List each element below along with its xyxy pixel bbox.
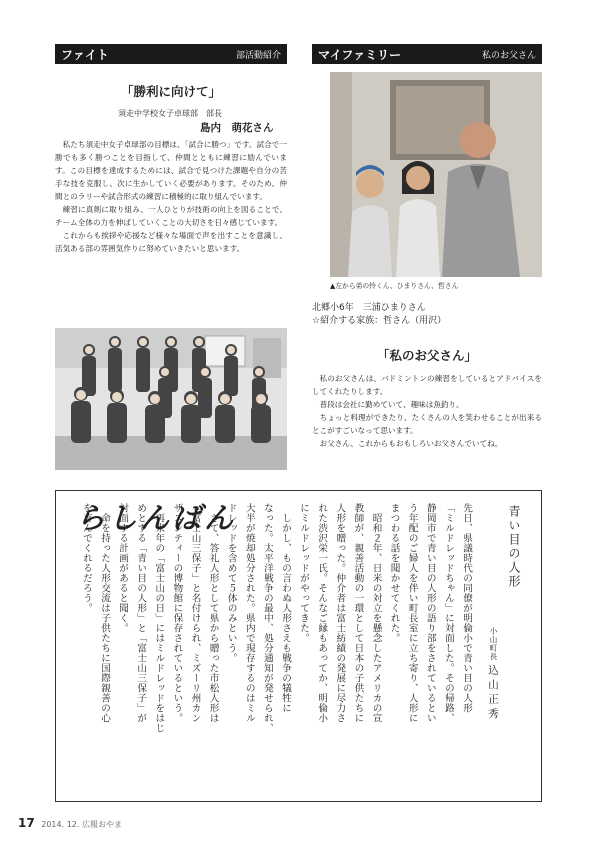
column-line: 教師が、親善活動の一環として日本の子供たちに — [352, 503, 364, 723]
right-section-header — [312, 44, 542, 64]
right-paragraph: 普段は会社に勤めていて、趣味は魚釣り。 — [319, 400, 464, 409]
family-photo — [330, 72, 542, 277]
left-section-subtitle: 部活動紹介 — [235, 50, 281, 61]
column-line: さて、答礼人形として県から贈った市松人形は — [207, 503, 219, 723]
column-author — [486, 627, 501, 722]
team-photo-image — [55, 328, 287, 470]
column-author-role: 小山町長 — [489, 627, 498, 661]
family-photo-image — [330, 72, 542, 277]
column-line: 命を持った人形交流は子供たちに国際親善の心 — [99, 503, 110, 723]
column-line: 再来年の「富士山の日」にはミルドレッドをはじ — [153, 503, 165, 733]
rashinban-logo: らしんばん — [76, 501, 237, 535]
right-paragraph: ちょっと料理ができたり、たくさんの人を笑わせることが出来るとこがすごいなって思います。 — [312, 413, 542, 435]
right-section-title: マイファミリー — [318, 47, 402, 62]
left-section-title: ファイト — [61, 47, 109, 62]
column-line: めとする「青い目の人形」と「富士山三保子」が — [135, 503, 147, 723]
column-line: 「富士山三保子」と名付けられ、ミズーリ州カン — [189, 503, 201, 723]
column-line: 大半が焼却処分された。県内で現存するのはミル — [243, 503, 255, 723]
right-paragraph: 私のお父さんは、バドミントンの練習をしているとアドバイスをしてくれたりします。 — [312, 374, 542, 396]
column-line: を育んでくれるだろう。 — [80, 503, 92, 613]
left-paragraph: これからも挨拶や応援など様々な場面で声を出すことを意識し、活気ある部の雰囲気作りに努めていきたいと思います。 — [55, 231, 287, 253]
right-paragraph: お父さん、これからもおもしろいお父さんでいてね。 — [319, 439, 503, 448]
column-line: 対面する計画があると聞く。 — [117, 503, 129, 633]
left-paragraph: 私たち須走中女子卓球部の目標は、「試合に勝つ」です。試合で一勝でも多く勝つことを目指して、仲間とともに練習に励んでいます。この目標を達成するためには、試合で見つけた課題や自分の苦手な技を克服し、次に生かしていく必要があります。そのため、仲間とのラリーや試合形式の練習に積極的に取り組んでいます。 — [55, 140, 287, 201]
left-section-header — [55, 44, 287, 64]
column-line: まつわる話を聞かせてくれた。 — [388, 503, 400, 643]
column-line: 昭和２年、日米の対立を懸念したアメリカの宣 — [370, 503, 382, 723]
column-line: う年配のご婦人を伴い町長室に立ち寄り、人形に — [406, 503, 418, 723]
right-article-title: 「私のお父さん」 — [376, 348, 477, 363]
column-title: 青い目の人形 — [507, 505, 521, 589]
page-footer — [18, 816, 122, 830]
left-author-name: 島内 萌花さん — [200, 122, 274, 134]
team-photo — [55, 328, 287, 470]
column-line: ザスシティーの博物館に保存されているという。 — [171, 503, 183, 723]
left-affiliation: 須走中学校女子卓球部 部長 — [118, 109, 222, 118]
column-line: なった。太平洋戦争の最中、処分通知が発せられ、 — [261, 503, 273, 733]
column-line: しかし、もの言わぬ人形さえも戦争の犠牲に — [280, 503, 291, 713]
page-number: 17 — [18, 816, 35, 830]
right-school-line: 北郷小6年 三浦ひまりさん — [312, 303, 426, 313]
column-line: れた渋沢栄一氏。そんなご縁もあってか、明倫小 — [316, 503, 328, 723]
left-author — [200, 120, 274, 135]
column-line: 人形を贈った。仲介者は富士紡績の発展に尽力さ — [334, 503, 346, 723]
right-family-line: ☆紹介する家族：哲さん（用沢） — [312, 316, 447, 326]
left-paragraph: 練習に真剣に取り組み、一人ひとりが技術の向上を図ることで、チーム全体の力を伸ばしていくことの大切さを日々感じています。 — [55, 205, 287, 227]
column-line: ドレッドを含めて５体のみという。 — [225, 503, 237, 663]
left-article-body — [55, 138, 287, 255]
column-author-name: 込山正秀 — [487, 664, 499, 723]
left-article-title: 「勝利に向けて」 — [120, 84, 221, 99]
issue-label: 2014. 12. 広報おやま — [41, 820, 122, 829]
column-line: 先日、県議時代の同僚が明倫小で青い目の人形 — [461, 503, 472, 713]
rashinban-column — [55, 490, 542, 802]
column-line: 「ミルドレッドちゃん」に対面した。その帰路、 — [442, 503, 454, 723]
column-line: にミルドレッドがやってきた。 — [298, 503, 310, 643]
right-article-body — [312, 372, 542, 450]
right-section-subtitle: 私のお父さん — [481, 50, 536, 61]
column-line: 静岡市で青い目の人形の語り部をされているとい — [424, 503, 436, 723]
family-photo-caption: ▲左から弟の怜くん、ひまりさん、哲さん — [330, 282, 459, 290]
